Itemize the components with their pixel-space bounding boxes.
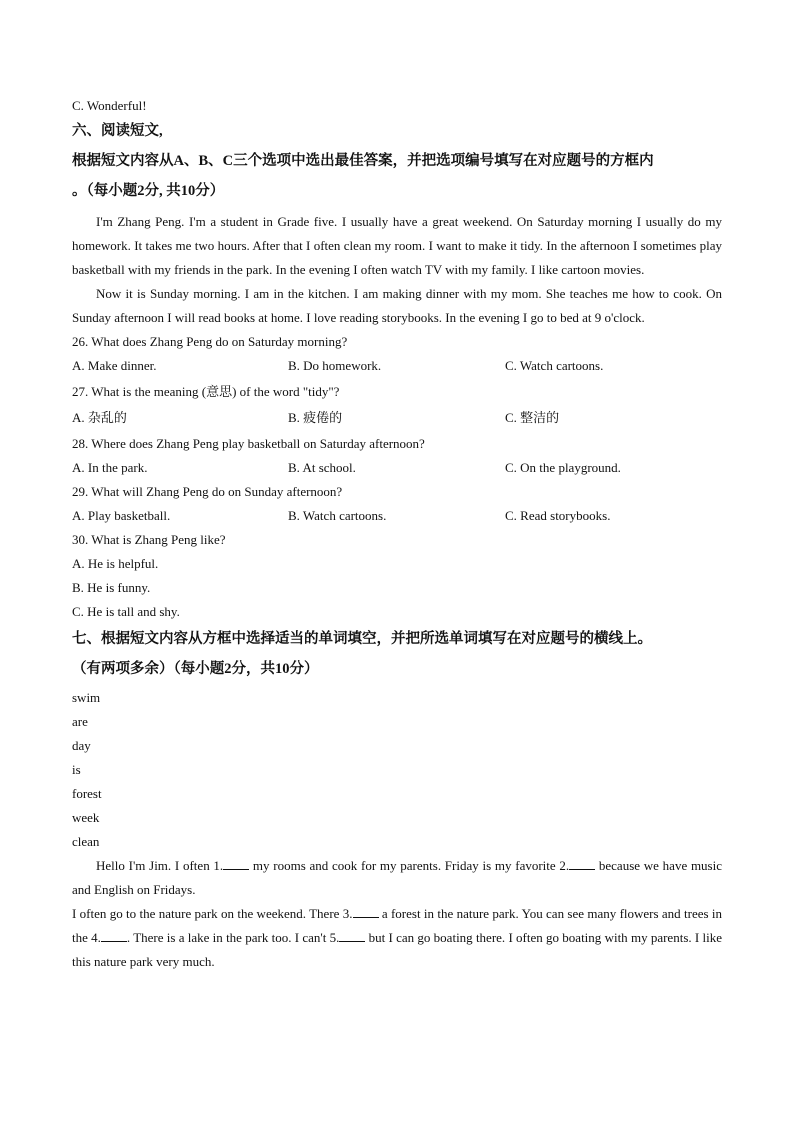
word-bank-item: clean [72,834,100,849]
cloze-text: my rooms and cook for my parents. Friday is my favorite 2. [249,858,570,873]
question-options [72,504,722,528]
option-b: B. Do homework. [288,358,382,373]
option-c: C. 整洁的 [505,410,560,425]
option-c: C. He is tall and shy. [72,604,180,619]
section6-title: 六、阅读短文, [72,123,163,139]
word-bank-item: forest [72,786,102,801]
question-options [72,406,722,430]
document-content [72,94,722,974]
option-b: B. Watch cartoons. [288,508,387,523]
word-bank-item: day [72,738,91,753]
question-text: 29. What will Zhang Peng do on Sunday afternoon? [72,484,343,499]
option-c: C. On the playground. [505,460,621,475]
section6-instruction-line1: 根据短文内容从A、B、C三个选项中选出最佳答案，并把选项编号填写在对应题号的方框内 [72,153,654,169]
cloze-text: but I can go boating there. I often go boating with my parents. I like this nature park very much. [72,930,722,969]
word-bank-item: are [72,714,88,729]
blank-4[interactable] [101,929,127,942]
question-29 [72,480,722,528]
option-b: B. At school. [288,460,356,475]
question-text: 28. Where does Zhang Peng play basketball on Saturday afternoon? [72,436,425,451]
question-options [72,354,722,378]
cloze-text: I often go to the nature park on the weekend. There 3. [72,906,353,921]
question-30 [72,528,722,624]
reading-passage-paragraph-1: I'm Zhang Peng. I'm a student in Grade five. I usually have a great weekend. On Saturday morning I usually do my homework. It takes me two hours. After that I often clean my room. I want to make it tidy. In the afternoon I sometimes play basketball with my friends in the park. In the evening I often watch TV with my family. I like cartoon movies. [72,214,722,277]
question-text: 26. What does Zhang Peng do on Saturday morning? [72,334,348,349]
cloze-text: . There is a lake in the park too. I can't 5. [126,930,340,945]
reading-passage-paragraph-2: Now it is Sunday morning. I am in the kitchen. I am making dinner with my mom. She teaches me how to cook. On Sunday afternoon I will read books at home. I love reading storybooks. In the evening I go to bed at 9 o'clock. [72,286,722,325]
question-text: 30. What is Zhang Peng like? [72,532,226,547]
blank-2[interactable] [569,857,595,870]
blank-1[interactable] [223,857,249,870]
option-c: C. Watch cartoons. [505,358,604,373]
option-c: C. Read storybooks. [505,508,611,523]
blank-5[interactable] [339,929,365,942]
section7-title-line1: 七、根据短文内容从方框中选择适当的单词填空，并把所选单词填写在对应题号的横线上。 [72,631,652,647]
question-28 [72,432,722,480]
cloze-text: because we have music and English on Fridays. [72,858,722,897]
cloze-paragraph-1 [72,854,722,902]
option-b: B. He is funny. [72,580,151,595]
cloze-text: a forest in the nature park. You can see many flowers and trees in the 4. [72,906,722,945]
word-bank-item: week [72,810,100,825]
cloze-text: Hello I'm Jim. I often 1. [96,858,224,873]
word-bank-item: swim [72,690,101,705]
question-options [72,456,722,480]
option-a: A. Make dinner. [72,358,157,373]
question-27 [72,380,722,430]
cloze-paragraph-2 [72,902,722,974]
section7-title-line2: （有两项多余）（每小题2分，共10分） [72,661,319,677]
word-bank-item: is [72,762,81,777]
question-text: 27. What is the meaning (意思) of the word "tidy"? [72,384,340,399]
question-26 [72,330,722,378]
blank-3[interactable] [353,905,379,918]
option-b: B. 疲倦的 [288,410,343,425]
option-a: A. 杂乱的 [72,410,127,425]
option-a: A. Play basketball. [72,508,171,523]
option-a: A. In the park. [72,460,148,475]
previous-option-c: C. Wonderful! [72,98,147,113]
option-a: A. He is helpful. [72,556,159,571]
word-bank [72,686,722,854]
section6-instruction-line2: 。（每小题2分, 共10分） [72,183,225,199]
